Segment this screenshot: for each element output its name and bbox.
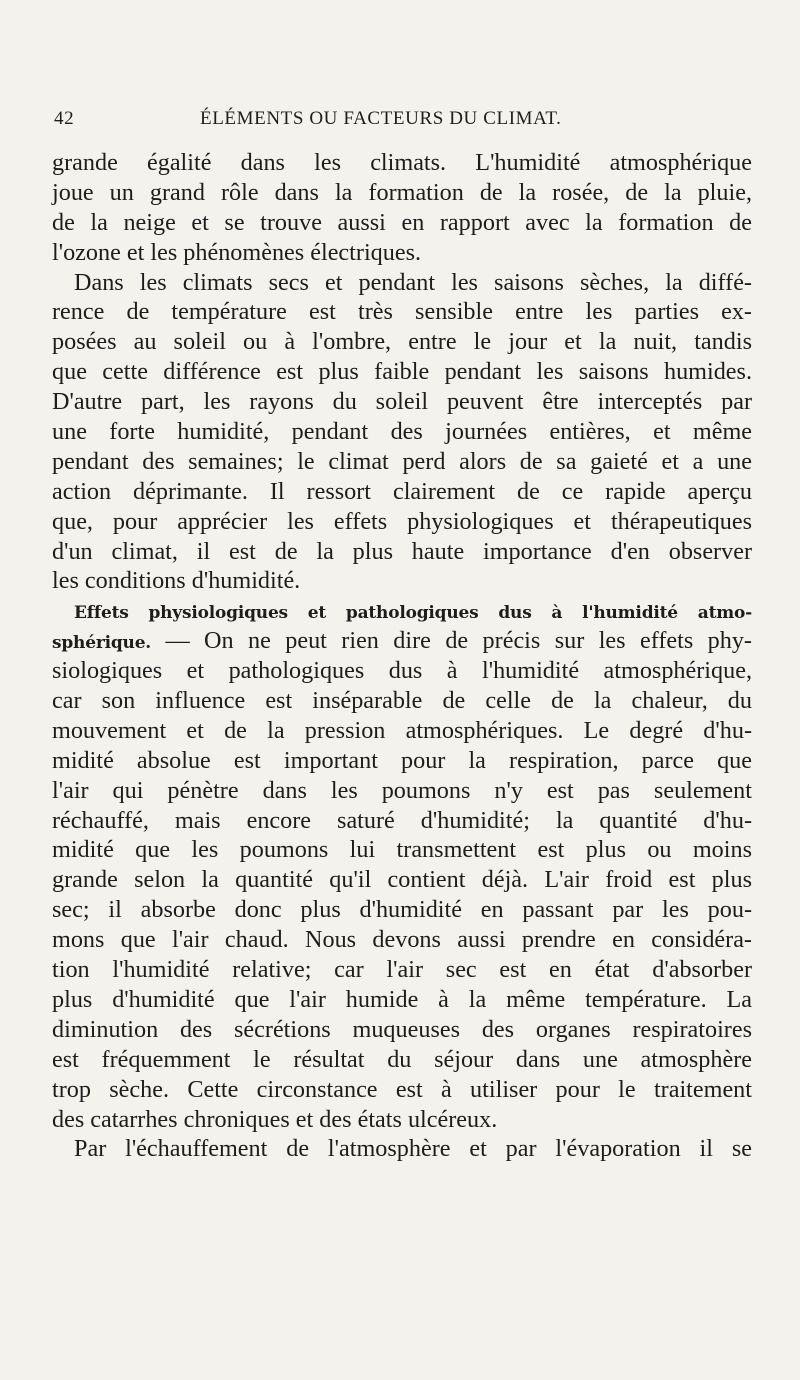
text-line: sec; il absorbe donc plus d'humidité en passant par les pou- (52, 896, 752, 924)
section-heading-text: Effets physiologiques et pathologiques dus à l'humidité atmo- (74, 603, 752, 624)
text-line: diminution des sécrétions muqueuses des organes respiratoires (52, 1015, 752, 1043)
text-line: action déprimante. Il ressort clairement de ce rapide aperçu (52, 477, 752, 505)
text-line: mons que l'air chaud. Nous devons aussi prendre en considéra- (52, 926, 752, 954)
text-line: Dans les climats secs et pendant les saisons sèches, la diffé- (74, 268, 752, 296)
text-line: les conditions d'humidité. (52, 567, 301, 595)
page-header (52, 108, 752, 134)
text-line: Par l'échauffement de l'atmosphère et par l'évaporation il se (74, 1135, 752, 1163)
running-title: ÉLÉMENTS OU FACTEURS DU CLIMAT. (200, 108, 562, 129)
text-line: est fréquemment le résultat du séjour dans une atmosphère (52, 1045, 752, 1073)
text-line: de la neige et se trouve aussi en rapport avec la formation de (52, 208, 752, 236)
text-line: tion l'humidité relative; car l'air sec est en état d'absorber (52, 956, 752, 984)
text-line: car son influence est inséparable de celle de la chaleur, du (52, 687, 752, 715)
body-text (52, 148, 752, 1164)
text-line: midité que les poumons lui transmettent est plus ou moins (52, 836, 752, 864)
text-line: midité absolue est important pour la respiration, parce que (52, 746, 752, 774)
section-heading (52, 596, 752, 626)
text-line: grande selon la quantité qu'il contient déjà. L'air froid est plus (52, 866, 752, 894)
text-line: trop sèche. Cette circonstance est à utiliser pour le traitement (52, 1075, 752, 1103)
text-line: l'ozone et les phénomènes électriques. (52, 238, 422, 266)
text-line: siologiques et pathologiques dus à l'humidité atmosphérique, (52, 657, 752, 685)
text-line: que, pour apprécier les effets physiologiques et thérapeutiques (52, 507, 752, 535)
text-line: posées au soleil ou à l'ombre, entre le jour et la nuit, tandis (52, 328, 752, 356)
text-line: grande égalité dans les climats. L'humidité atmosphérique (52, 149, 752, 176)
text-line: plus d'humidité que l'air humide à la même température. La (52, 985, 752, 1013)
text-line: des catarrhes chroniques et des états ulcéreux. (52, 1105, 498, 1133)
page-number: 42 (54, 108, 75, 129)
text-line: d'un climat, il est de la plus haute importance d'en observer (52, 537, 752, 565)
text-line: que cette différence est plus faible pendant les saisons humides. (52, 358, 752, 386)
text-line: l'air qui pénètre dans les poumons n'y est pas seulement (52, 776, 752, 804)
text-line: une forte humidité, pendant des journées entières, et même (52, 418, 752, 446)
text-line: réchauffé, mais encore saturé d'humidité; la quantité d'hu- (52, 806, 752, 834)
text-line: mouvement et de la pression atmosphériques. Le degré d'hu- (52, 716, 752, 744)
text-line: D'autre part, les rayons du soleil peuvent être interceptés par (52, 388, 752, 416)
section-heading-end: sphérique. (52, 633, 152, 654)
text-line: rence de température est très sensible entre les parties ex- (52, 298, 752, 326)
text-line (52, 626, 752, 656)
section-lead: — On ne peut rien dire de précis sur les effets phy- (151, 627, 752, 655)
text-line: pendant des semaines; le climat perd alors de sa gaieté et a une (52, 447, 752, 475)
text-line: joue un grand rôle dans la formation de la rosée, de la pluie, (52, 178, 752, 206)
